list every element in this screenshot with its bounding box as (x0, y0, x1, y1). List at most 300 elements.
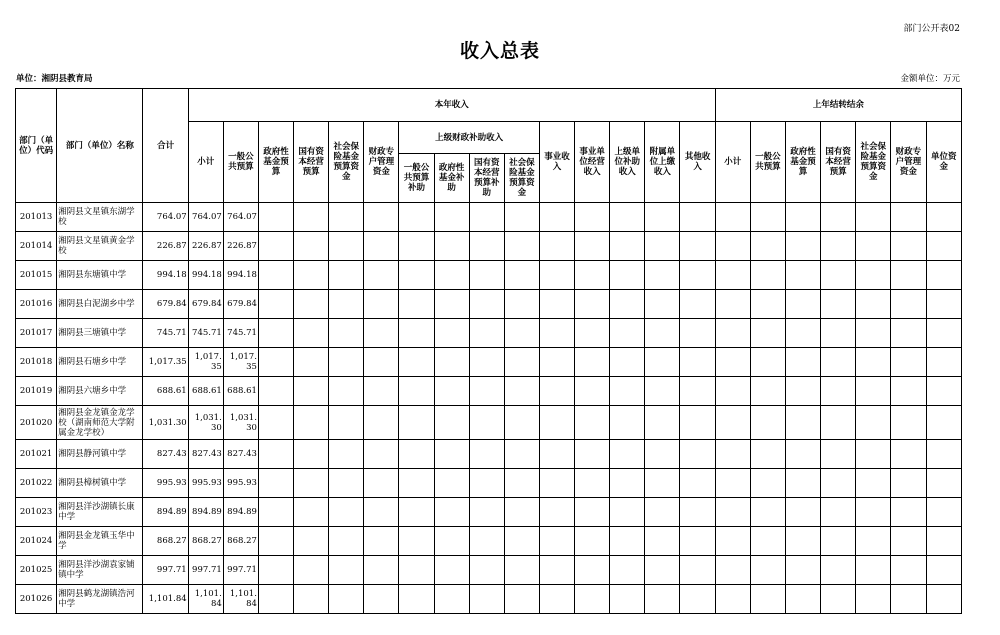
empty-cell (364, 440, 399, 469)
empty-cell (294, 556, 329, 585)
dept-name-cell: 湘阴县静河镇中学 (57, 440, 143, 469)
form-number: 部门公开表02 (903, 24, 960, 34)
empty-cell (294, 498, 329, 527)
empty-cell (539, 203, 574, 232)
empty-cell (821, 527, 856, 556)
dept-code-cell: 201024 (16, 527, 57, 556)
empty-cell (645, 319, 680, 348)
header-upper-state-capital: 国有资本经营预算补助 (469, 154, 504, 203)
empty-cell (750, 585, 785, 614)
header-current-state-capital: 国有资本经营预算 (294, 122, 329, 203)
empty-cell (294, 261, 329, 290)
empty-cell (258, 469, 293, 498)
empty-cell (750, 440, 785, 469)
total-cell: 764.07 (143, 203, 188, 232)
empty-cell (504, 261, 539, 290)
empty-cell (821, 290, 856, 319)
empty-cell (821, 498, 856, 527)
empty-cell (539, 527, 574, 556)
empty-cell (258, 498, 293, 527)
dept-name-cell: 湘阴县石塘乡中学 (57, 348, 143, 377)
dept-code-cell: 201018 (16, 348, 57, 377)
empty-cell (434, 319, 469, 348)
header-carry-subtotal: 小计 (715, 122, 750, 203)
empty-cell (329, 261, 364, 290)
table-row (16, 319, 962, 348)
header-affiliated-income: 附属单位上缴收入 (645, 122, 680, 203)
dept-name-cell: 湘阴县文星镇东湖学校 (57, 203, 143, 232)
empty-cell (399, 232, 434, 261)
subtotal-cell: 994.18 (188, 261, 223, 290)
empty-cell (680, 232, 715, 261)
empty-cell (856, 261, 891, 290)
header-dept-name: 部门（单位）名称 (57, 89, 143, 203)
general-budget-cell: 827.43 (223, 440, 258, 469)
empty-cell (786, 440, 821, 469)
general-budget-cell: 1,017.35 (223, 348, 258, 377)
empty-cell (926, 527, 962, 556)
dept-code-cell: 201023 (16, 498, 57, 527)
subtotal-cell: 764.07 (188, 203, 223, 232)
empty-cell (645, 348, 680, 377)
empty-cell (294, 585, 329, 614)
table-row (16, 440, 962, 469)
dept-name-cell: 湘阴县鹤龙湖镇浩河中学 (57, 585, 143, 614)
empty-cell (469, 469, 504, 498)
empty-cell (575, 290, 610, 319)
empty-cell (504, 290, 539, 319)
empty-cell (329, 377, 364, 406)
empty-cell (680, 319, 715, 348)
header-carry-gov-fund: 政府性基金预算 (786, 122, 821, 203)
empty-cell (645, 290, 680, 319)
empty-cell (891, 232, 926, 261)
empty-cell (329, 498, 364, 527)
empty-cell (610, 556, 645, 585)
empty-cell (680, 290, 715, 319)
empty-cell (469, 290, 504, 319)
empty-cell (610, 377, 645, 406)
empty-cell (575, 498, 610, 527)
empty-cell (539, 261, 574, 290)
empty-cell (926, 556, 962, 585)
empty-cell (539, 290, 574, 319)
empty-cell (329, 290, 364, 319)
table-row (16, 232, 962, 261)
empty-cell (575, 203, 610, 232)
empty-cell (399, 319, 434, 348)
empty-cell (539, 469, 574, 498)
empty-cell (715, 377, 750, 406)
empty-cell (610, 585, 645, 614)
empty-cell (610, 348, 645, 377)
empty-cell (821, 406, 856, 440)
header-upper-gov-fund: 政府性基金补助 (434, 154, 469, 203)
dept-code-cell: 201015 (16, 261, 57, 290)
empty-cell (856, 348, 891, 377)
total-cell: 688.61 (143, 377, 188, 406)
general-budget-cell: 745.71 (223, 319, 258, 348)
empty-cell (680, 348, 715, 377)
empty-cell (715, 469, 750, 498)
empty-cell (399, 377, 434, 406)
empty-cell (821, 232, 856, 261)
header-carry-social-insurance: 社会保险基金预算资金 (856, 122, 891, 203)
empty-cell (926, 261, 962, 290)
empty-cell (750, 261, 785, 290)
empty-cell (329, 319, 364, 348)
empty-cell (469, 440, 504, 469)
table-row (16, 203, 962, 232)
empty-cell (258, 527, 293, 556)
empty-cell (364, 498, 399, 527)
empty-cell (364, 290, 399, 319)
empty-cell (610, 232, 645, 261)
empty-cell (434, 498, 469, 527)
empty-cell (258, 440, 293, 469)
empty-cell (786, 348, 821, 377)
total-cell: 827.43 (143, 440, 188, 469)
empty-cell (294, 527, 329, 556)
empty-cell (856, 556, 891, 585)
empty-cell (856, 290, 891, 319)
empty-cell (891, 290, 926, 319)
empty-cell (715, 498, 750, 527)
empty-cell (926, 203, 962, 232)
empty-cell (856, 527, 891, 556)
dept-code-cell: 201019 (16, 377, 57, 406)
empty-cell (680, 469, 715, 498)
dept-code-cell: 201020 (16, 406, 57, 440)
empty-cell (575, 261, 610, 290)
header-current-fiscal-special: 财政专户管理资金 (364, 122, 399, 203)
empty-cell (680, 498, 715, 527)
empty-cell (329, 203, 364, 232)
subtotal-cell: 1,101.84 (188, 585, 223, 614)
empty-cell (329, 585, 364, 614)
general-budget-cell: 1,101.84 (223, 585, 258, 614)
empty-cell (856, 319, 891, 348)
empty-cell (856, 440, 891, 469)
empty-cell (645, 232, 680, 261)
empty-cell (294, 440, 329, 469)
table-row (16, 556, 962, 585)
empty-cell (575, 440, 610, 469)
empty-cell (504, 348, 539, 377)
empty-cell (504, 556, 539, 585)
empty-cell (680, 585, 715, 614)
header-upper-unit-subsidy: 上级单位补助收入 (610, 122, 645, 203)
empty-cell (715, 406, 750, 440)
empty-cell (750, 556, 785, 585)
empty-cell (364, 527, 399, 556)
empty-cell (715, 290, 750, 319)
total-cell: 894.89 (143, 498, 188, 527)
empty-cell (504, 469, 539, 498)
empty-cell (575, 556, 610, 585)
header-business-income: 事业收入 (539, 122, 574, 203)
table-row (16, 377, 962, 406)
empty-cell (364, 406, 399, 440)
empty-cell (645, 498, 680, 527)
empty-cell (469, 377, 504, 406)
empty-cell (821, 440, 856, 469)
general-budget-cell: 995.93 (223, 469, 258, 498)
header-dept-code: 部门（单位）代码 (16, 89, 57, 203)
empty-cell (891, 469, 926, 498)
empty-cell (610, 261, 645, 290)
empty-cell (926, 440, 962, 469)
empty-cell (821, 469, 856, 498)
empty-cell (258, 406, 293, 440)
general-budget-cell: 868.27 (223, 527, 258, 556)
empty-cell (786, 585, 821, 614)
empty-cell (786, 498, 821, 527)
reporting-unit: 单位：湘阴县教育局 (16, 74, 93, 84)
empty-cell (434, 348, 469, 377)
empty-cell (258, 203, 293, 232)
empty-cell (469, 348, 504, 377)
empty-cell (258, 377, 293, 406)
empty-cell (258, 585, 293, 614)
dept-code-cell: 201021 (16, 440, 57, 469)
empty-cell (645, 527, 680, 556)
empty-cell (786, 203, 821, 232)
empty-cell (821, 319, 856, 348)
empty-cell (821, 377, 856, 406)
empty-cell (575, 319, 610, 348)
empty-cell (258, 556, 293, 585)
empty-cell (856, 203, 891, 232)
empty-cell (258, 232, 293, 261)
empty-cell (329, 440, 364, 469)
empty-cell (680, 556, 715, 585)
general-budget-cell: 679.84 (223, 290, 258, 319)
header-carry-fiscal-special: 财政专户管理资金 (891, 122, 926, 203)
empty-cell (575, 377, 610, 406)
empty-cell (294, 377, 329, 406)
empty-cell (504, 377, 539, 406)
empty-cell (645, 585, 680, 614)
empty-cell (645, 440, 680, 469)
empty-cell (469, 585, 504, 614)
empty-cell (891, 585, 926, 614)
empty-cell (329, 556, 364, 585)
empty-cell (786, 232, 821, 261)
empty-cell (610, 319, 645, 348)
empty-cell (891, 498, 926, 527)
empty-cell (891, 261, 926, 290)
empty-cell (575, 232, 610, 261)
empty-cell (469, 261, 504, 290)
empty-cell (750, 348, 785, 377)
subtotal-cell: 226.87 (188, 232, 223, 261)
empty-cell (715, 261, 750, 290)
empty-cell (364, 232, 399, 261)
subtotal-cell: 679.84 (188, 290, 223, 319)
total-cell: 226.87 (143, 232, 188, 261)
money-unit: 金额单位：万元 (900, 74, 960, 84)
empty-cell (786, 469, 821, 498)
empty-cell (434, 377, 469, 406)
empty-cell (926, 348, 962, 377)
empty-cell (926, 232, 962, 261)
empty-cell (364, 377, 399, 406)
empty-cell (399, 290, 434, 319)
total-cell: 995.93 (143, 469, 188, 498)
empty-cell (680, 261, 715, 290)
empty-cell (364, 556, 399, 585)
empty-cell (645, 469, 680, 498)
empty-cell (891, 319, 926, 348)
empty-cell (680, 377, 715, 406)
empty-cell (856, 585, 891, 614)
empty-cell (329, 527, 364, 556)
empty-cell (294, 203, 329, 232)
header-carry-general-budget: 一般公共预算 (750, 122, 785, 203)
subtotal-cell: 868.27 (188, 527, 223, 556)
empty-cell (329, 348, 364, 377)
empty-cell (786, 556, 821, 585)
empty-cell (469, 406, 504, 440)
empty-cell (329, 406, 364, 440)
empty-cell (786, 406, 821, 440)
empty-cell (821, 261, 856, 290)
empty-cell (434, 261, 469, 290)
dept-code-cell: 201025 (16, 556, 57, 585)
empty-cell (575, 348, 610, 377)
empty-cell (610, 406, 645, 440)
empty-cell (504, 585, 539, 614)
subtotal-cell: 997.71 (188, 556, 223, 585)
empty-cell (645, 406, 680, 440)
empty-cell (926, 498, 962, 527)
subtotal-cell: 894.89 (188, 498, 223, 527)
header-upper-fiscal-subsidy: 上级财政补助收入 (399, 122, 540, 154)
total-cell: 745.71 (143, 319, 188, 348)
empty-cell (715, 348, 750, 377)
empty-cell (258, 348, 293, 377)
header-upper-general: 一般公共预算补助 (399, 154, 434, 203)
empty-cell (680, 406, 715, 440)
empty-cell (750, 406, 785, 440)
header-business-ops-income: 事业单位经营收入 (575, 122, 610, 203)
empty-cell (434, 556, 469, 585)
total-cell: 679.84 (143, 290, 188, 319)
subtotal-cell: 745.71 (188, 319, 223, 348)
dept-code-cell: 201017 (16, 319, 57, 348)
empty-cell (364, 261, 399, 290)
empty-cell (539, 319, 574, 348)
empty-cell (786, 527, 821, 556)
empty-cell (294, 406, 329, 440)
total-cell: 1,031.30 (143, 406, 188, 440)
subtotal-cell: 827.43 (188, 440, 223, 469)
income-summary-table (15, 88, 962, 614)
empty-cell (926, 290, 962, 319)
header-upper-social-insurance: 社会保险基金预算资金 (504, 154, 539, 203)
empty-cell (856, 406, 891, 440)
empty-cell (504, 203, 539, 232)
empty-cell (504, 232, 539, 261)
dept-name-cell: 湘阴县三塘镇中学 (57, 319, 143, 348)
table-row (16, 498, 962, 527)
empty-cell (926, 406, 962, 440)
empty-cell (399, 440, 434, 469)
empty-cell (294, 232, 329, 261)
empty-cell (294, 290, 329, 319)
empty-cell (750, 290, 785, 319)
empty-cell (434, 406, 469, 440)
dept-name-cell: 湘阴县白泥湖乡中学 (57, 290, 143, 319)
empty-cell (750, 498, 785, 527)
general-budget-cell: 1,031.30 (223, 406, 258, 440)
empty-cell (821, 203, 856, 232)
empty-cell (645, 203, 680, 232)
empty-cell (610, 203, 645, 232)
dept-code-cell: 201014 (16, 232, 57, 261)
empty-cell (399, 498, 434, 527)
total-cell: 997.71 (143, 556, 188, 585)
table-row (16, 406, 962, 440)
empty-cell (750, 203, 785, 232)
empty-cell (821, 556, 856, 585)
header-other-income: 其他收入 (680, 122, 715, 203)
empty-cell (856, 377, 891, 406)
empty-cell (821, 348, 856, 377)
empty-cell (715, 585, 750, 614)
header-carry-unit-fund: 单位资金 (926, 122, 962, 203)
empty-cell (715, 556, 750, 585)
empty-cell (434, 585, 469, 614)
empty-cell (610, 469, 645, 498)
empty-cell (786, 290, 821, 319)
dept-code-cell: 201026 (16, 585, 57, 614)
general-budget-cell: 688.61 (223, 377, 258, 406)
total-cell: 868.27 (143, 527, 188, 556)
empty-cell (399, 203, 434, 232)
general-budget-cell: 226.87 (223, 232, 258, 261)
empty-cell (891, 348, 926, 377)
dept-name-cell: 湘阴县东塘镇中学 (57, 261, 143, 290)
empty-cell (891, 440, 926, 469)
empty-cell (610, 527, 645, 556)
table-row (16, 527, 962, 556)
empty-cell (364, 348, 399, 377)
empty-cell (434, 203, 469, 232)
empty-cell (786, 319, 821, 348)
empty-cell (399, 348, 434, 377)
header-current-gov-fund: 政府性基金预算 (258, 122, 293, 203)
empty-cell (715, 203, 750, 232)
empty-cell (364, 319, 399, 348)
empty-cell (399, 556, 434, 585)
empty-cell (434, 232, 469, 261)
empty-cell (469, 527, 504, 556)
table-row (16, 585, 962, 614)
empty-cell (294, 319, 329, 348)
empty-cell (750, 319, 785, 348)
header-total: 合计 (143, 89, 188, 203)
empty-cell (786, 377, 821, 406)
empty-cell (821, 585, 856, 614)
empty-cell (364, 203, 399, 232)
empty-cell (329, 232, 364, 261)
empty-cell (258, 261, 293, 290)
empty-cell (539, 348, 574, 377)
empty-cell (294, 348, 329, 377)
empty-cell (610, 290, 645, 319)
